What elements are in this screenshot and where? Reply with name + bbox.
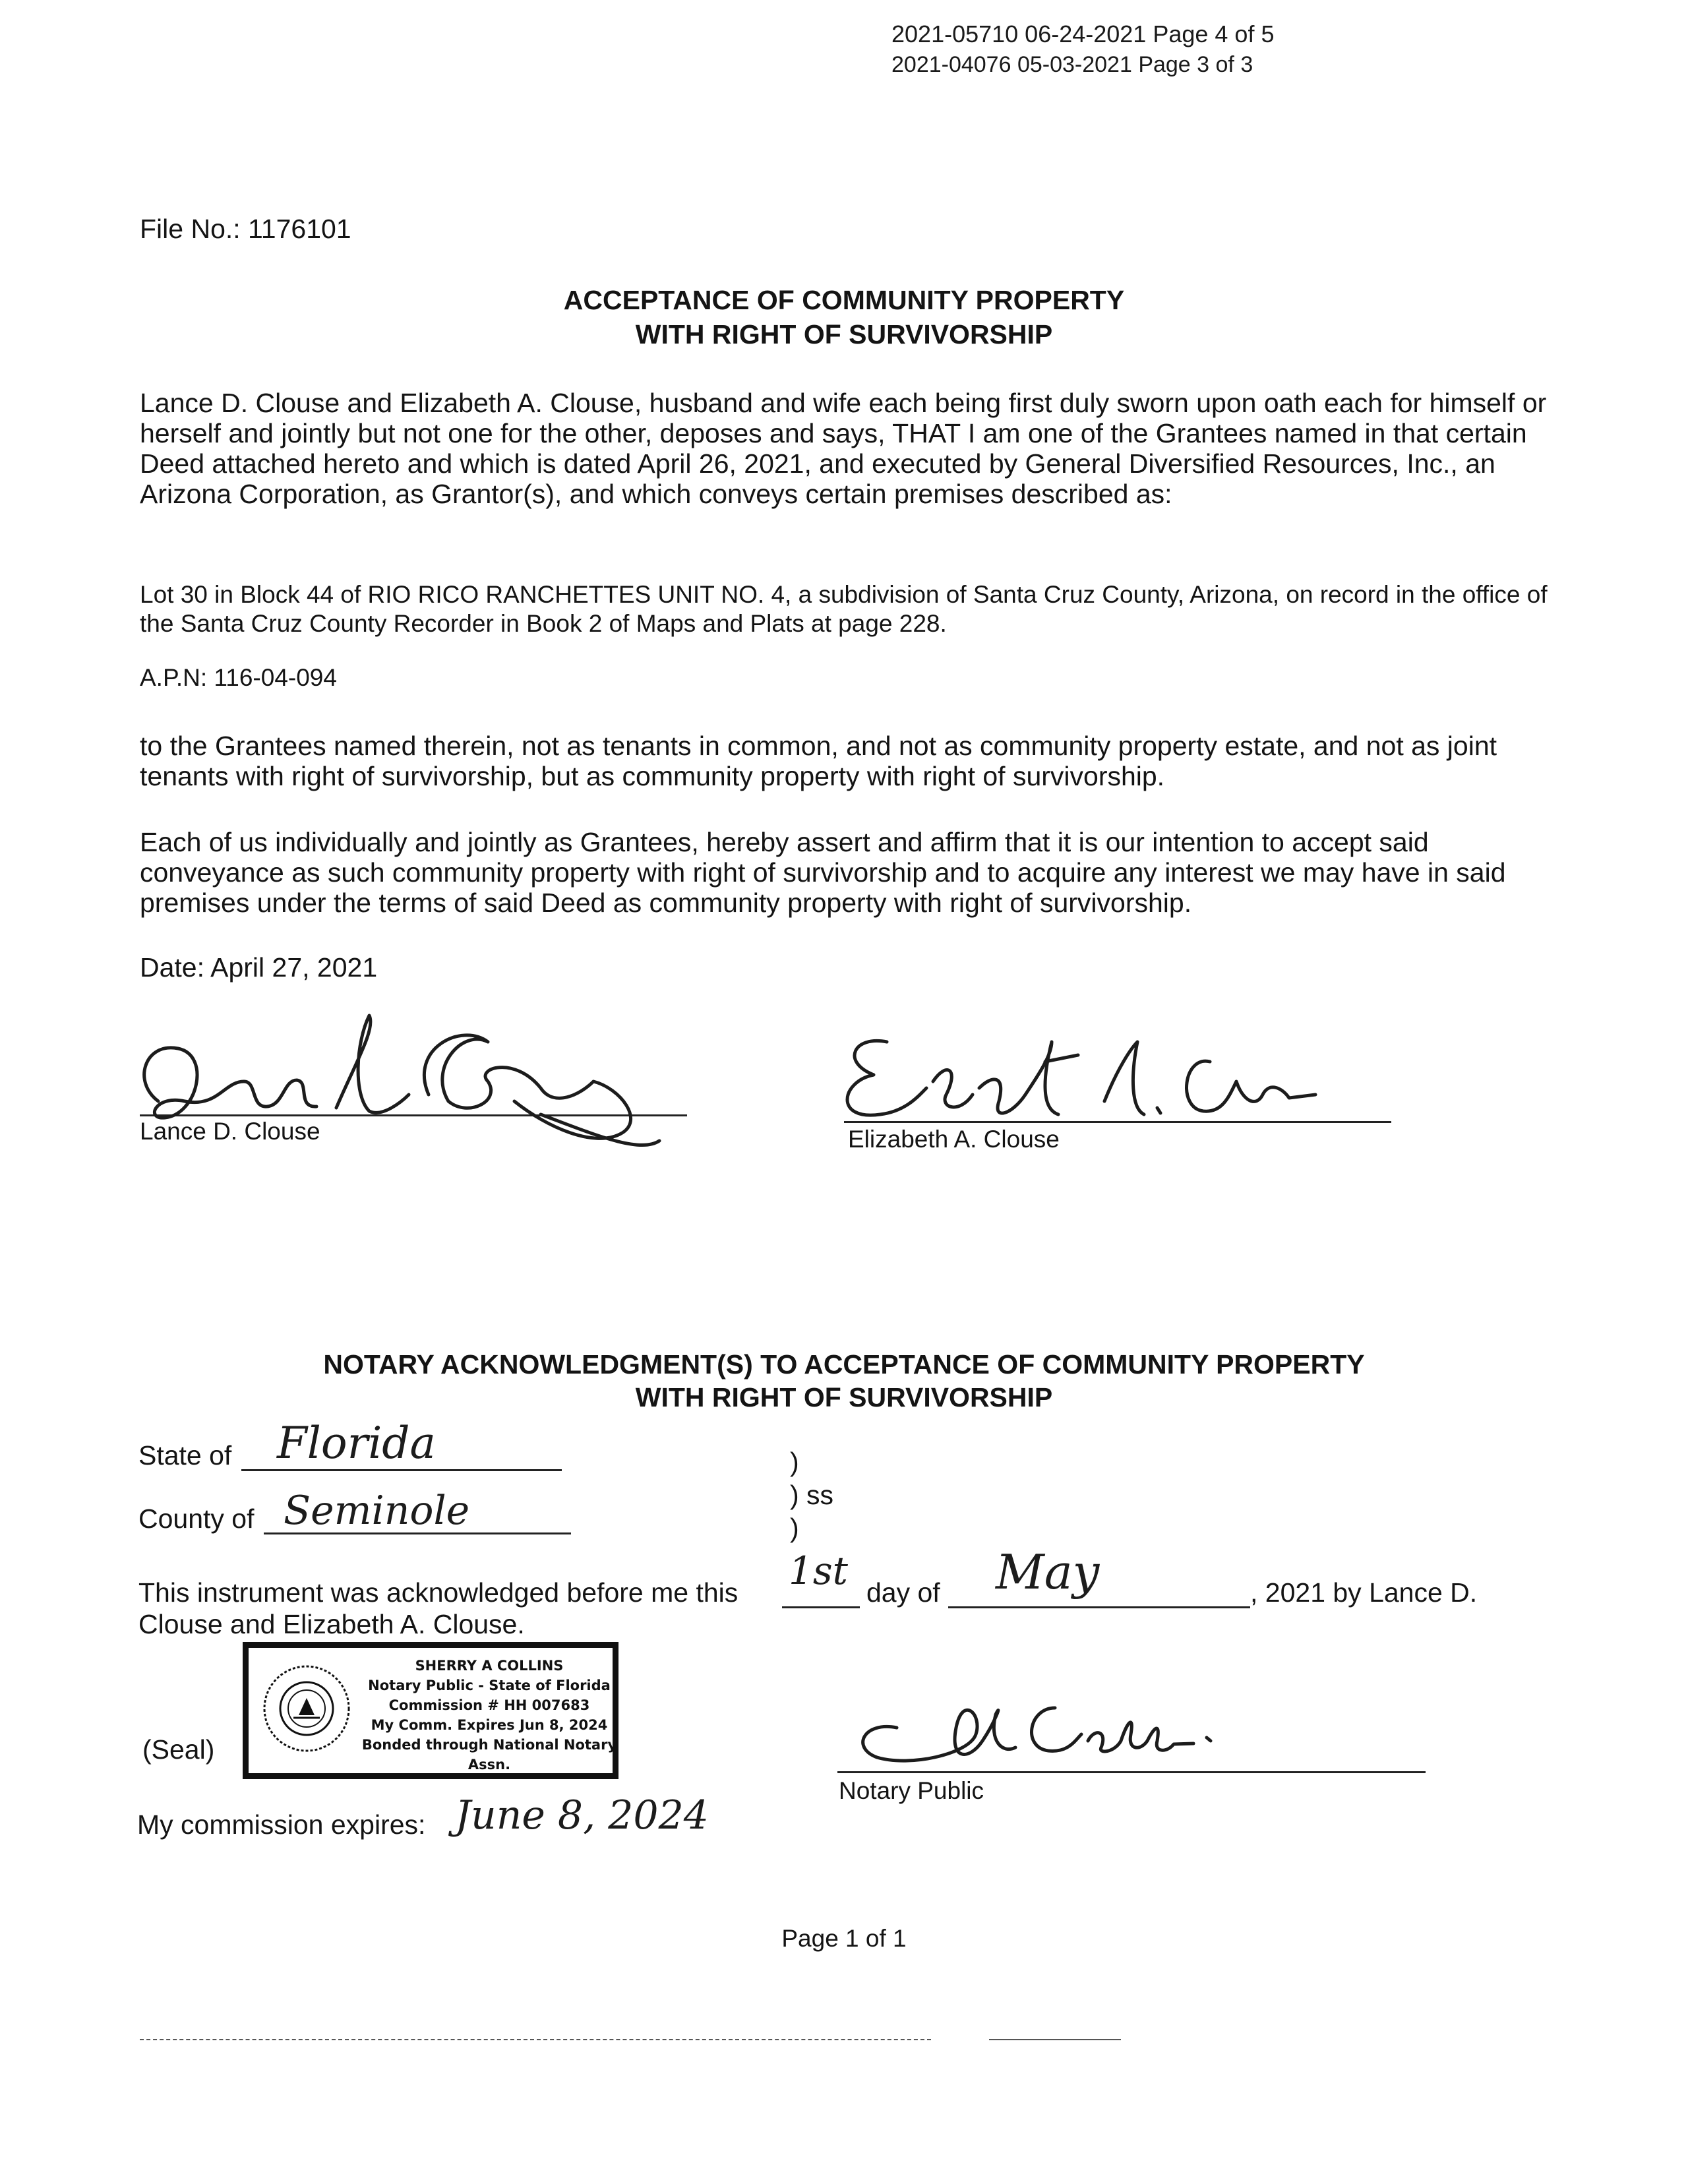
document-title-line-1: ACCEPTANCE OF COMMUNITY PROPERTY bbox=[563, 285, 1125, 315]
state-value-handwritten: Florida bbox=[277, 1418, 436, 1469]
date-line: Date: April 27, 2021 bbox=[140, 952, 378, 983]
venue-ss: ) ss bbox=[790, 1480, 834, 1510]
county-label: County of bbox=[138, 1503, 255, 1534]
signature-notary bbox=[837, 1675, 1246, 1780]
venue-paren-top: ) bbox=[790, 1447, 799, 1477]
intro-paragraph: Lance D. Clouse and Elizabeth A. Clouse, husband and wife each being first duly sworn upon oath each for himself or herself and jointly but not one for the other, deposes and says, THAT I am one of the Grantees named in that certain Deed attached hereto and which is dated April 26, 2021, and executed by General Diversified Resources, Inc., an Arizona Corporation, as Grantor(s), and which conveys certain premises described as: bbox=[140, 388, 1547, 509]
venue-paren-bottom: ) bbox=[790, 1513, 799, 1543]
day-value-handwritten: 1st bbox=[789, 1548, 848, 1593]
stamp-bonded: Bonded through National Notary Assn. bbox=[361, 1737, 617, 1773]
stamp-commission-number: Commission # HH 007683 bbox=[388, 1697, 590, 1713]
commission-expires-value-handwritten: June 8, 2024 bbox=[455, 1792, 709, 1838]
recording-header-line-1: 2021-05710 06-24-2021 Page 4 of 5 bbox=[891, 20, 1275, 47]
notary-public-label: Notary Public bbox=[839, 1777, 984, 1804]
grantees-paragraph: to the Grantees named therein, not as tenants in common, and not as community property estate, and not as joint tenants with right of survivorship, but as community property with right of survivorship. bbox=[140, 731, 1497, 791]
page-number-footer: Page 1 of 1 bbox=[781, 1925, 907, 1952]
acknowledgment-text-part-3: , 2021 by Lance D. bbox=[1250, 1577, 1478, 1608]
stamp-expiration: My Comm. Expires Jun 8, 2024 bbox=[371, 1717, 608, 1733]
notary-seal-emblem-icon bbox=[260, 1662, 353, 1755]
footer-rule-left bbox=[140, 2039, 931, 2040]
affirmation-paragraph: Each of us individually and jointly as Grantees, hereby assert and affirm that it is our intention to accept said conveyance as such community property with right of survivorship and to acquire any interest we may have in said premises under the terms of said Deed as community property with right of survivorship. bbox=[140, 827, 1506, 918]
seal-label: (Seal) bbox=[142, 1734, 215, 1765]
county-value-handwritten: Seminole bbox=[284, 1488, 470, 1534]
signer-name-elizabeth: Elizabeth A. Clouse bbox=[848, 1126, 1060, 1153]
legal-description: Lot 30 in Block 44 of RIO RICO RANCHETTES UNIT NO. 4, a subdivision of Santa Cruz County, Arizona, on record in the office of the Santa Cruz County Recorder in Book 2 of Maps and Plats at page 228. bbox=[140, 581, 1548, 637]
file-number: File No.: 1176101 bbox=[140, 214, 351, 244]
acknowledgment-text-part-1: This instrument was acknowledged before me this bbox=[138, 1577, 738, 1608]
notary-title-line-2: WITH RIGHT OF SURVIVORSHIP bbox=[635, 1382, 1053, 1412]
signature-elizabeth-clouse bbox=[828, 1016, 1329, 1134]
commission-expires-label: My commission expires: bbox=[137, 1809, 426, 1840]
day-underline bbox=[782, 1606, 860, 1608]
notary-title-line-1: NOTARY ACKNOWLEDGMENT(S) TO ACCEPTANCE OF COMMUNITY PROPERTY bbox=[323, 1349, 1365, 1380]
notary-signature-line bbox=[837, 1771, 1426, 1773]
state-label: State of bbox=[138, 1440, 232, 1471]
state-underline bbox=[241, 1469, 562, 1471]
apn: A.P.N: 116-04-094 bbox=[140, 664, 337, 691]
footer-rule-right bbox=[989, 2039, 1121, 2040]
acknowledgment-text-part-2: day of bbox=[866, 1577, 940, 1608]
month-underline bbox=[948, 1606, 1250, 1608]
acknowledgment-text-line-2: Clouse and Elizabeth A. Clouse. bbox=[138, 1609, 525, 1639]
month-value-handwritten: May bbox=[996, 1544, 1100, 1600]
recording-header-line-2: 2021-04076 05-03-2021 Page 3 of 3 bbox=[891, 52, 1253, 77]
document-title-line-2: WITH RIGHT OF SURVIVORSHIP bbox=[635, 319, 1053, 349]
signer-name-lance: Lance D. Clouse bbox=[140, 1118, 320, 1145]
stamp-name: SHERRY A COLLINS bbox=[415, 1658, 564, 1674]
stamp-title: Notary Public - State of Florida bbox=[368, 1678, 611, 1693]
notary-stamp bbox=[243, 1642, 618, 1779]
